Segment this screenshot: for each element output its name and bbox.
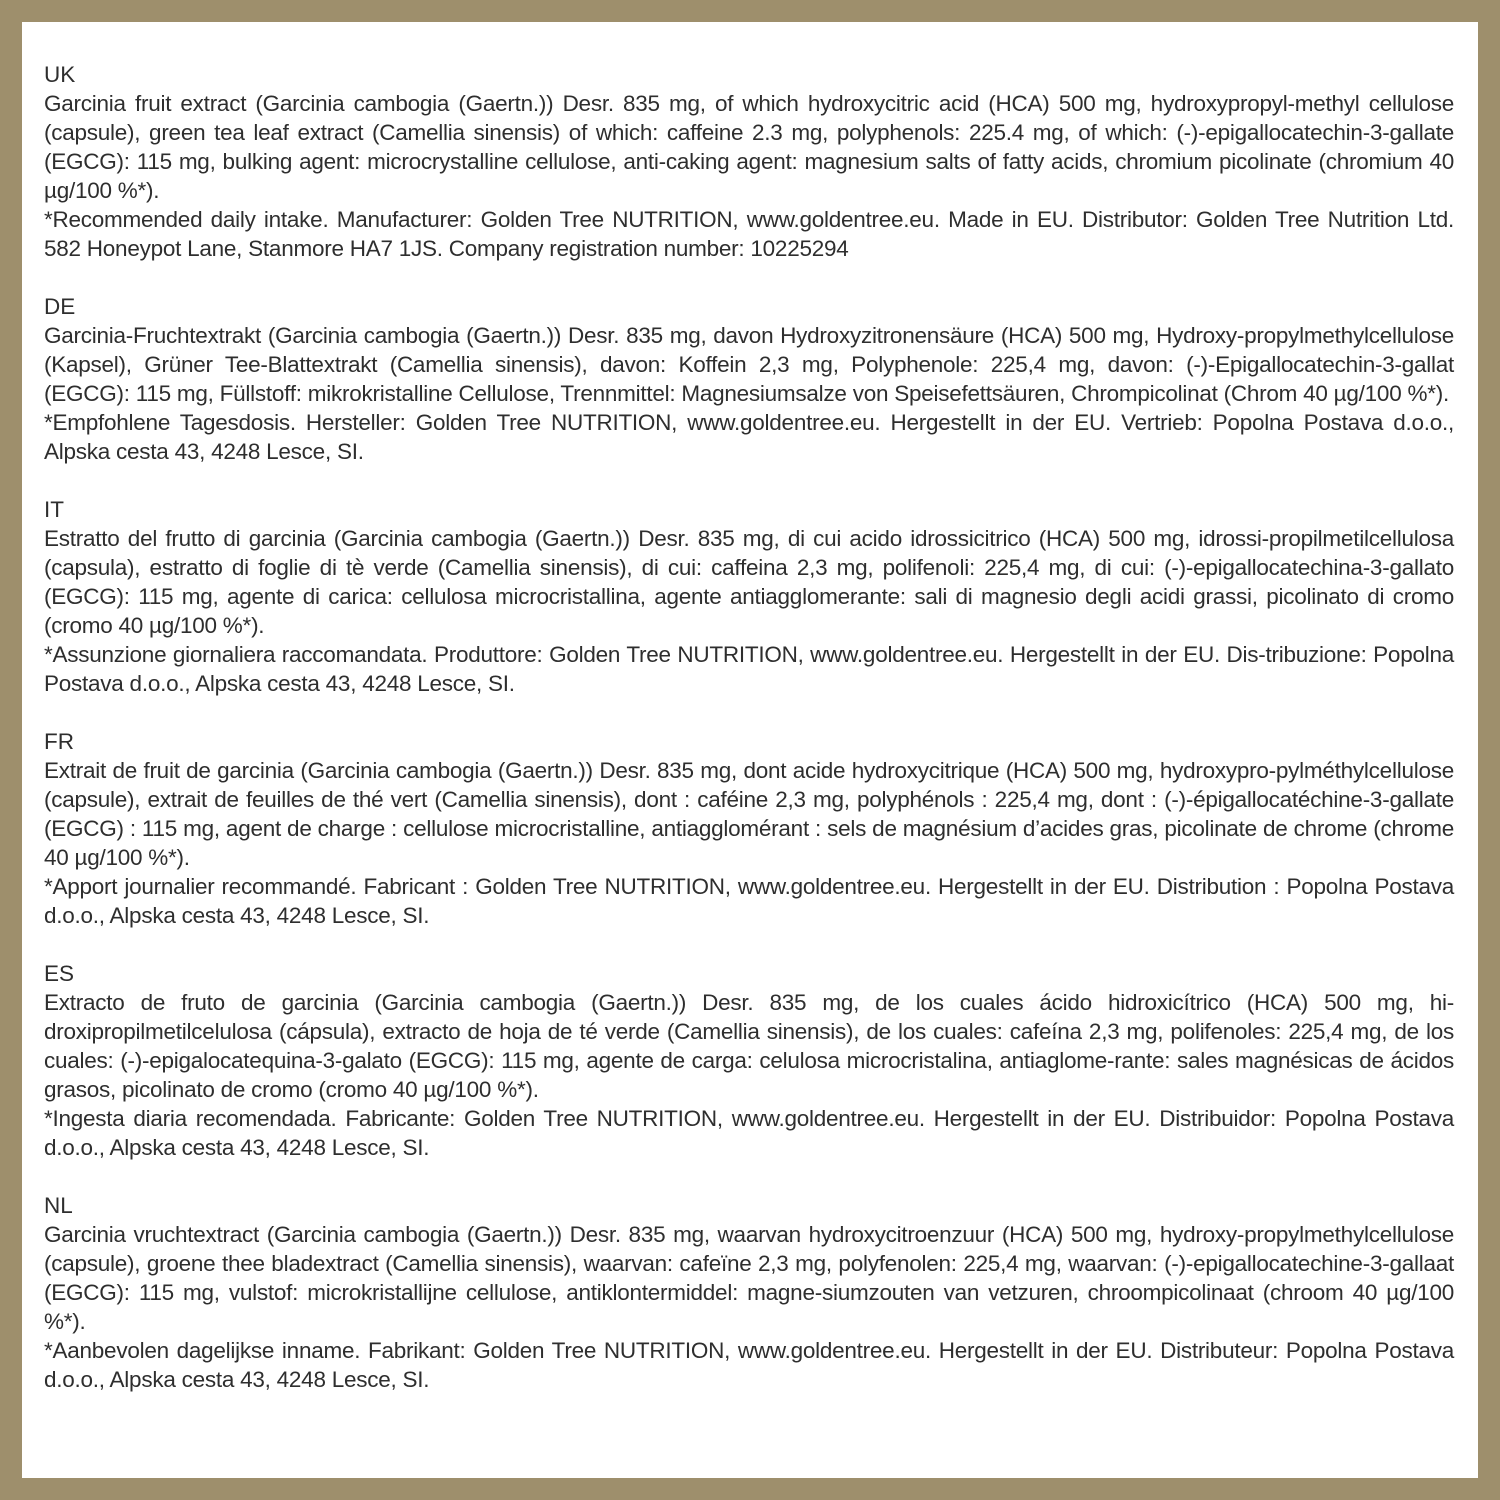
language-code: DE	[44, 294, 76, 319]
section-nl	[44, 1191, 1454, 1394]
label-sheet	[22, 22, 1478, 1478]
section-de	[44, 292, 1454, 466]
ingredients-text: Estratto del frutto di garcinia (Garcinia cambogia (Gaertn.)) Desr. 835 mg, di cui acido idrossicitrico (HCA) 500 mg, idrossi-propilmetilcellulosa (capsula), estratto di foglie di tè verde (Camellia sinensis), di cui: caffeina 2,3 mg, polifenoli: 225,4 mg, di cui: (-)-epigallocatechina-3-gallato (EGCG): 115 mg, agente di carica: cellulosa microcristallina, agente antiagglomerante: sali di magnesio degli acidi grassi, picolinato di cromo (cromo 40 µg/100 %*).	[44, 526, 1454, 638]
manufacturer-note: *Apport journalier recommandé. Fabricant : Golden Tree NUTRITION, www.goldentree.eu. Hergestellt in der EU. Distribution : Popolna Postava d.o.o., Alpska cesta 43, 4248 Lesce, SI.	[44, 874, 1454, 928]
section-es	[44, 959, 1454, 1162]
manufacturer-note: *Aanbevolen dagelijkse inname. Fabrikant: Golden Tree NUTRITION, www.goldentree.eu. Hergestellt in der EU. Distributeur: Popolna Postava d.o.o., Alpska cesta 43, 4248 Lesce, SI.	[44, 1338, 1454, 1392]
manufacturer-note: *Empfohlene Tagesdosis. Hersteller: Golden Tree NUTRITION, www.goldentree.eu. Hergestellt in der EU. Vertrieb: Popolna Postava d.o.o., Alpska cesta 43, 4248 Lesce, SI.	[44, 410, 1454, 464]
ingredients-text: Extracto de fruto de garcinia (Garcinia cambogia (Gaertn.)) Desr. 835 mg, de los cuales ácido hidroxicítrico (HCA) 500 mg, hi-droxipropilmetilcelulosa (cápsula), extracto de hoja de té verde (Camellia sinensis), de los cuales: cafeína 2,3 mg, polifenoles: 225,4 mg, de los cuales: (-)-epigalocatequina-3-galato (EGCG): 115 mg, agente de carga: celulosa microcristalina, antiaglome-rante: sales magnésicas de ácidos grasos, picolinato de cromo (cromo 40 µg/100 %*).	[44, 990, 1454, 1102]
section-it	[44, 495, 1454, 698]
language-code: NL	[44, 1193, 73, 1218]
ingredients-text: Extrait de fruit de garcinia (Garcinia cambogia (Gaertn.)) Desr. 835 mg, dont acide hydroxycitrique (HCA) 500 mg, hydroxypro-pylméthylcellulose (capsule), extrait de feuilles de thé vert (Camellia sinensis), dont : caféine 2,3 mg, polyphénols : 225,4 mg, dont : (-)-épigallocatéchine-3-gallate (EGCG) : 115 mg, agent de charge : cellulose microcristalline, antiagglomérant : sels de magnésium d’acides gras, picolinate de chrome (chrome 40 µg/100 %*).	[44, 758, 1454, 870]
section-fr	[44, 727, 1454, 930]
language-code: FR	[44, 729, 74, 754]
language-code: ES	[44, 961, 75, 986]
section-uk	[44, 60, 1454, 263]
manufacturer-note: *Ingesta diaria recomendada. Fabricante: Golden Tree NUTRITION, www.goldentree.eu. Hergestellt in der EU. Distribuidor: Popolna Postava d.o.o., Alpska cesta 43, 4248 Lesce, SI.	[44, 1106, 1454, 1160]
manufacturer-note: *Assunzione giornaliera raccomandata. Produttore: Golden Tree NUTRITION, www.goldentree.eu. Hergestellt in der EU. Dis-tribuzione: Popolna Postava d.o.o., Alpska cesta 43, 4248 Lesce, SI.	[44, 642, 1454, 696]
language-code: IT	[44, 497, 64, 522]
ingredients-text: Garcinia fruit extract (Garcinia cambogia (Gaertn.)) Desr. 835 mg, of which hydroxycitric acid (HCA) 500 mg, hydroxypropyl-methyl cellulose (capsule), green tea leaf extract (Camellia sinensis) of which: caffeine 2.3 mg, polyphenols: 225.4 mg, of which: (-)-epigallocatechin-3-gallate (EGCG): 115 mg, bulking agent: microcrystalline cellulose, anti-caking agent: magnesium salts of fatty acids, chromium picolinate (chromium 40 µg/100 %*).	[44, 91, 1454, 203]
language-code: UK	[44, 62, 76, 87]
ingredients-text: Garcinia vruchtextract (Garcinia cambogia (Gaertn.)) Desr. 835 mg, waarvan hydroxycitroenzuur (HCA) 500 mg, hydroxy-propylmethylcellulose (capsule), groene thee bladextract (Camellia sinensis), waarvan: cafeïne 2,3 mg, polyfenolen: 225,4 mg, waarvan: (-)-epigallocatechine-3-gallaat (EGCG): 115 mg, vulstof: microkristallijne cellulose, antiklontermiddel: magne-siumzouten van vetzuren, chroompicolinaat (chroom 40 µg/100 %*).	[44, 1222, 1454, 1334]
manufacturer-note: *Recommended daily intake. Manufacturer: Golden Tree NUTRITION, www.goldentree.eu. Made in EU. Distributor: Golden Tree Nutrition Ltd. 582 Honeypot Lane, Stanmore HA7 1JS. Company registration number: 10225294	[44, 207, 1454, 261]
ingredients-text: Garcinia-Fruchtextrakt (Garcinia cambogia (Gaertn.)) Desr. 835 mg, davon Hydroxyzitronensäure (HCA) 500 mg, Hydroxy-propylmethylcellulose (Kapsel), Grüner Tee-Blattextrakt (Camellia sinensis), davon: Koffein 2,3 mg, Polyphenole: 225,4 mg, davon: (-)-Epigallocatechin-3-gallat (EGCG): 115 mg, Füllstoff: mikrokristalline Cellulose, Trennmittel: Magnesiumsalze von Speisefettsäuren, Chrompicolinat (Chrom 40 µg/100 %*).	[44, 323, 1454, 406]
